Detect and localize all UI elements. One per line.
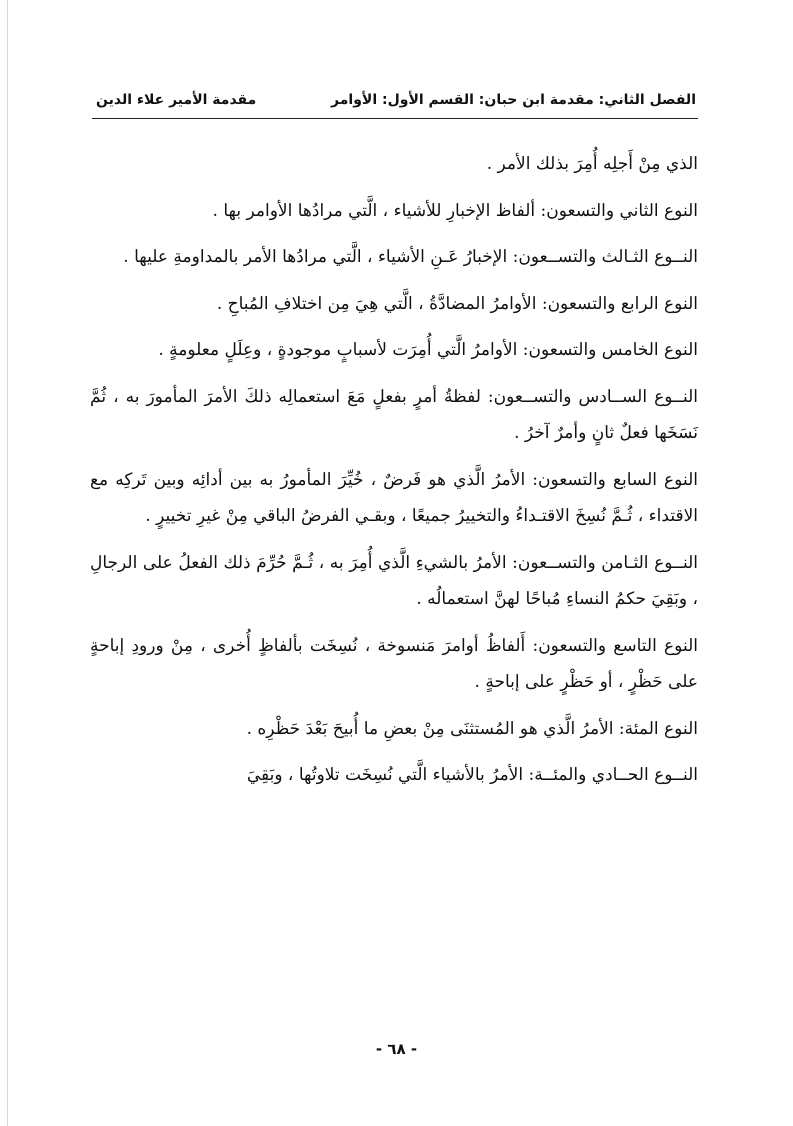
page-edge-shadow [7, 0, 8, 1126]
body-text [90, 146, 698, 804]
chapter-title: الفصل الثاني: مقدمة ابن حبان: القسم الأول: الأوامر [331, 92, 696, 108]
paragraph: النوع الثاني والتسعون: ألفاظ الإخبارِ للأشياء ، الَّتي مرادُها الأوامر بها . [212, 200, 698, 221]
running-header [96, 88, 696, 118]
paragraph: النوع الرابع والتسعون: الأوامرُ المضادَّةُ ، الَّتي هِيَ مِن اختلافِ المُباحِ . [216, 293, 698, 314]
section-title: مقدمة الأمير علاء الدين [96, 92, 257, 108]
paragraph: النــوع الثـامن والتســعون: الأمرُ بالشيءِ الَّذي أُمِرَ به ، ثُـمَّ حُرِّمَ ذلك الفعلُ على الرجالِ ، وبَقِيَ حكمُ النساءِ مُباحًا لهنَّ استعمالُه . [90, 552, 698, 609]
paragraph: النــوع الســادس والتســعون: لفظةُ أمرٍ بفعلٍ مَعَ استعمالِه ذلكَ الأمرَ المأمورَ به ، ثُمَّ نَسَخَها فعلٌ ثانٍ وأمرٌ آخرُ . [90, 386, 698, 443]
paragraph: النوع السابع والتسعون: الأمرُ الَّذي هو فَرضٌ ، خُيِّرَ المأمورُ به بين أدائِه وبين تَركِه مع الاقتداء ، ثُـمَّ نُسِخَ الاقتـداءُ والتخييرُ جميعًا ، وبقـي الفرضُ الباقي مِنْ غيرِ تخييرٍ . [90, 469, 698, 526]
paragraph: النوع المئة: الأمرُ الَّذي هو المُستثنَى مِنْ بعضِ ما أُبيحَ بَعْدَ حَظْرِه . [246, 718, 698, 739]
paragraph: النوع التاسع والتسعون: أَلفاظُ أوامرَ مَنسوخة ، نُسِخَت بألفاظٍ أُخرى ، مِنْ ورودِ إباحةٍ على حَظْرٍ ، أو حَظْرٍ على إباحةٍ . [90, 635, 698, 692]
paragraph: النوع الخامس والتسعون: الأوامرُ الَّتي أُمِرَت لأسبابٍ موجودةٍ ، وعِلَلٍ معلومةٍ . [158, 340, 698, 360]
header-divider [92, 118, 698, 119]
paragraph: النــوع الحــادي والمئــة: الأمرُ بالأشياء الَّتي نُسِخَت تلاوتُها ، وبَقِيَ [246, 765, 698, 785]
page-number: - ٦٨ - [375, 1040, 418, 1058]
paragraph: الذي مِنْ أَجلِه أُمِرَ بذلك الأمر . [486, 154, 698, 174]
paragraph: النــوع الثـالث والتســعون: الإخبارُ عَـنِ الأشياء ، الَّتي مرادُها الأمر بالمداومةِ عليها . [123, 247, 698, 267]
